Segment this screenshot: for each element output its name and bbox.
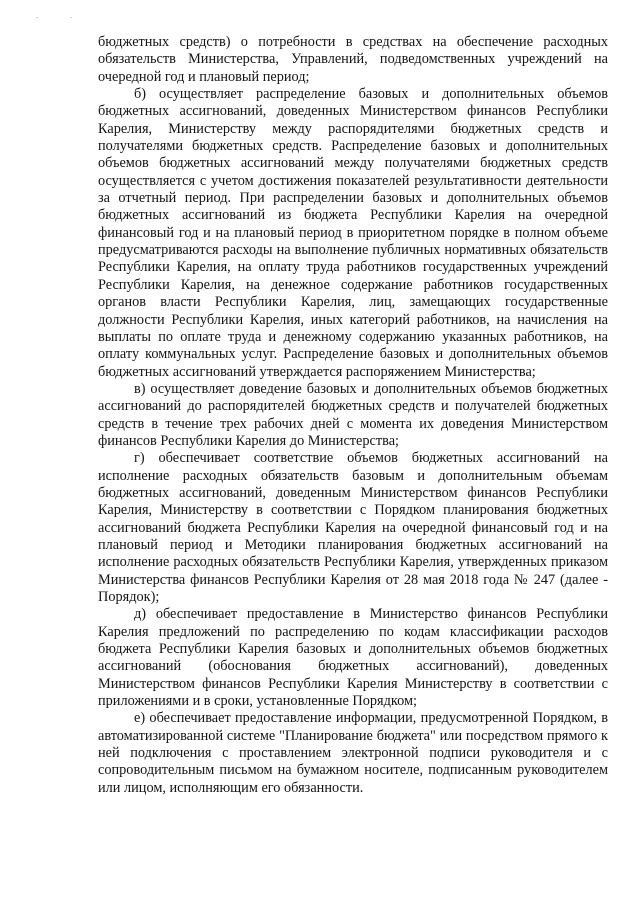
paragraph-item-e: е) обеспечивает предоставление информации, предусмотренной Порядком, в автоматизированной системе "Планирование бюджета" или посредством прямого к ней подключения с проставлением электронной подписи руководителя и с сопроводительным письмом на бумажном носителе, подписанным руководителем или лицом, исполняющим его обязанности. — [98, 710, 608, 796]
document-page — [98, 34, 608, 797]
paragraph-item-d: д) обеспечивает предоставление в Министерство финансов Республики Карелия предложений по распределению по кодам классификации расходов бюджета Республики Карелия базовых и дополнительных объемов бюджетных ассигнований (обоснования бюджетных ассигнований), доведенных Министерством финансов Республики Карелия Министерству в соответствии с приложениями и в сроки, установленные Порядком; — [98, 606, 608, 710]
paragraph-item-g: г) обеспечивает соответствие объемов бюджетных ассигнований на исполнение расходных обязательств базовым и дополнительным объемам бюджетных ассигнований, доведенным Министерством финансов Республики Карелия, Министерству в соответствии с Порядком планирования бюджетных ассигнований бюджета Республики Карелия на очередной финансовый год и на плановый период и Методики планирования бюджетных ассигнований на исполнение расходных обязательств Республики Карелия, утвержденных приказом Министерства финансов Республики Карелия от 28 мая 2018 года № 247 (далее - Порядок); — [98, 450, 608, 605]
scan-speck: · — [70, 14, 73, 22]
paragraph-continuation: бюджетных средств) о потребности в средствах на обеспечение расходных обязательств Министерства, Управлений, подведомственных учреждений на очередной год и плановый период; — [98, 34, 608, 85]
paragraph-item-b: б) осуществляет распределение базовых и дополнительных объемов бюджетных ассигнований, доведенных Министерством финансов Республики Карелия, Министерству между распорядителями бюджетных средств и получателями бюджетных средств. Распределение базовых и дополнительных объемов бюджетных ассигнований между получателями бюджетных средств осуществляется с учетом достижения показателей результативности деятельности за отчетный период. При распределении базовых и дополнительных объемов бюджетных ассигнований из бюджета Республики Карелия на очередной финансовый год и на плановый период в приоритетном порядке в полном объеме предусматриваются расходы на выполнение публичных нормативных обязательств Республики Карелия, на оплату труда работников государственных учреждений Республики Карелия, на денежное содержание работников государственных органов власти Республики Карелия, лиц, замещающих государственные должности Республики Карелия, иных категорий работников, на начисления на выплаты по оплате труда и денежному содержанию указанных работников, на оплату коммунальных услуг. Распределение базовых и дополнительных объемов бюджетных ассигнований утверждается распоряжением Министерства; — [98, 86, 608, 380]
paragraph-item-v: в) осуществляет доведение базовых и дополнительных объемов бюджетных ассигнований до распорядителей бюджетных средств и получателей бюджетных средств в течение трех рабочих дней с момента их доведения Министерством финансов Республики Карелия до Министерства; — [98, 380, 608, 449]
scan-speck: · — [36, 14, 39, 22]
